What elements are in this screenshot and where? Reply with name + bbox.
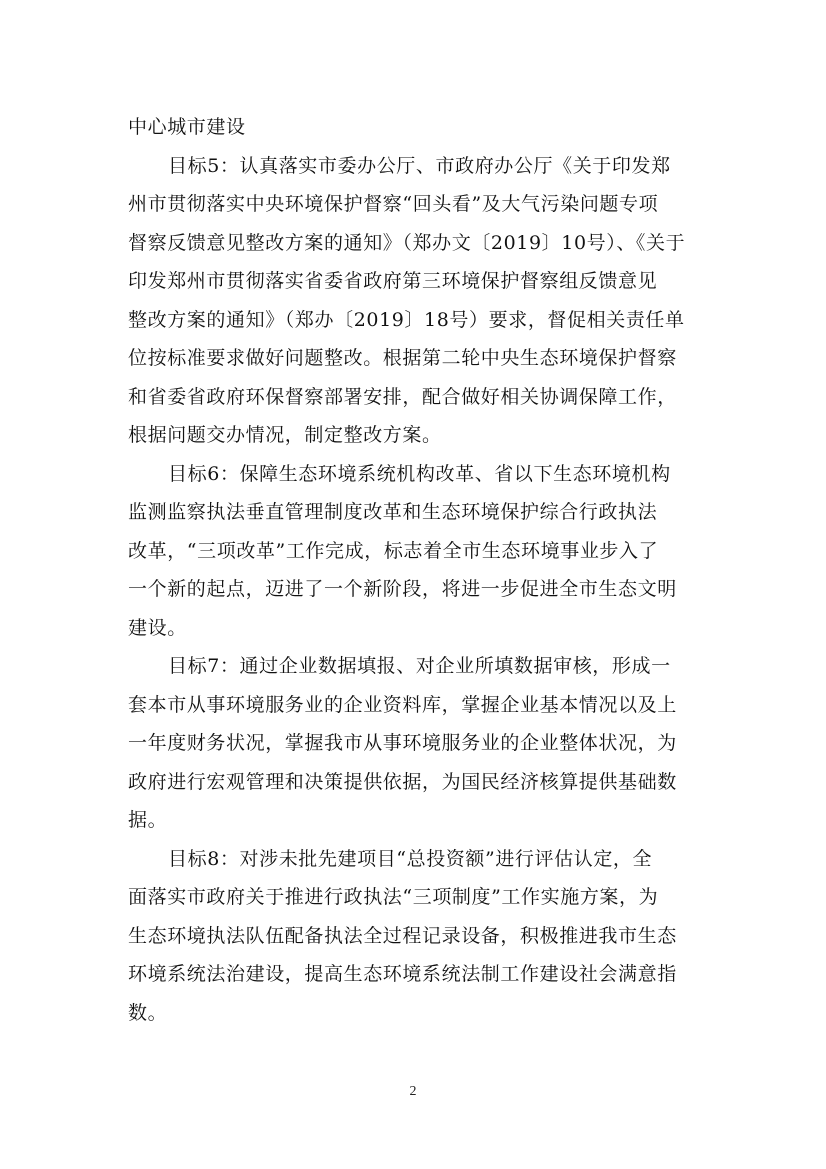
text-line: 整改方案的通知》（郑办〔2019〕18号）要求，督促相关责任单 <box>128 308 685 331</box>
text-line: 根据问题交办情况，制定整改方案。 <box>128 424 442 446</box>
page-number: 2 <box>409 1084 417 1099</box>
text-line: 中心城市建设 <box>128 116 246 138</box>
text-line: 环境系统法治建设，提高生态环境系统法制工作建设社会满意指 <box>128 963 677 985</box>
text-line: 督察反馈意见整改方案的通知》（郑办文〔2019〕10号）、《关于 <box>128 231 686 254</box>
text-line: 位按标准要求做好问题整改。根据第二轮中央生态环境保护督察 <box>128 347 677 369</box>
text-line: 套本市从事环境服务业的企业资料库，掌握企业基本情况以及上 <box>128 693 677 716</box>
text-line: 州市贯彻落实中央环境保护督察“回头看”及大气污染问题专项 <box>128 193 659 215</box>
paragraph-goal-5-line: 目标5：认真落实市委办公厅、市政府办公厅《关于印发郑 <box>168 154 671 177</box>
paragraph-goal-8-line: 目标8：对涉未批先建项目“总投资额”进行评估认定，全 <box>168 847 653 870</box>
text-line: 面落实市政府关于推进行政执法“三项制度”工作实施方案，为 <box>128 886 659 908</box>
text-line: 监测监察执法垂直管理制度改革和生态环境保护综合行政执法 <box>128 501 658 523</box>
text-line: 和省委省政府环保督察部署安排，配合做好相关协调保障工作， <box>128 385 677 408</box>
text-line: 据。 <box>128 809 168 831</box>
text-line: 一年度财务状况，掌握我市从事环境服务业的企业整体状况，为 <box>128 732 677 754</box>
body-text <box>128 108 708 1032</box>
text-line: 建设。 <box>128 616 187 639</box>
text-line: 生态环境执法队伍配备执法全过程记录设备，积极推进我市生态 <box>128 924 677 947</box>
paragraph-goal-7-line: 目标7：通过企业数据填报、对企业所填数据审核，形成一 <box>168 655 671 677</box>
paragraph-goal-6-line: 目标6：保障生态环境系统机构改革、省以下生态环境机构 <box>168 462 671 485</box>
text-line: 印发郑州市贯彻落实省委省政府第三环境保护督察组反馈意见 <box>128 270 658 292</box>
text-line: 一个新的起点，迈进了一个新阶段，将进一步促进全市生态文明 <box>128 578 677 600</box>
text-line: 政府进行宏观管理和决策提供依据，为国民经济核算提供基础数 <box>128 770 677 793</box>
text-line: 数。 <box>128 1001 168 1024</box>
text-line: 改革，“三项改革”工作完成，标志着全市生态环境事业步入了 <box>128 539 659 562</box>
